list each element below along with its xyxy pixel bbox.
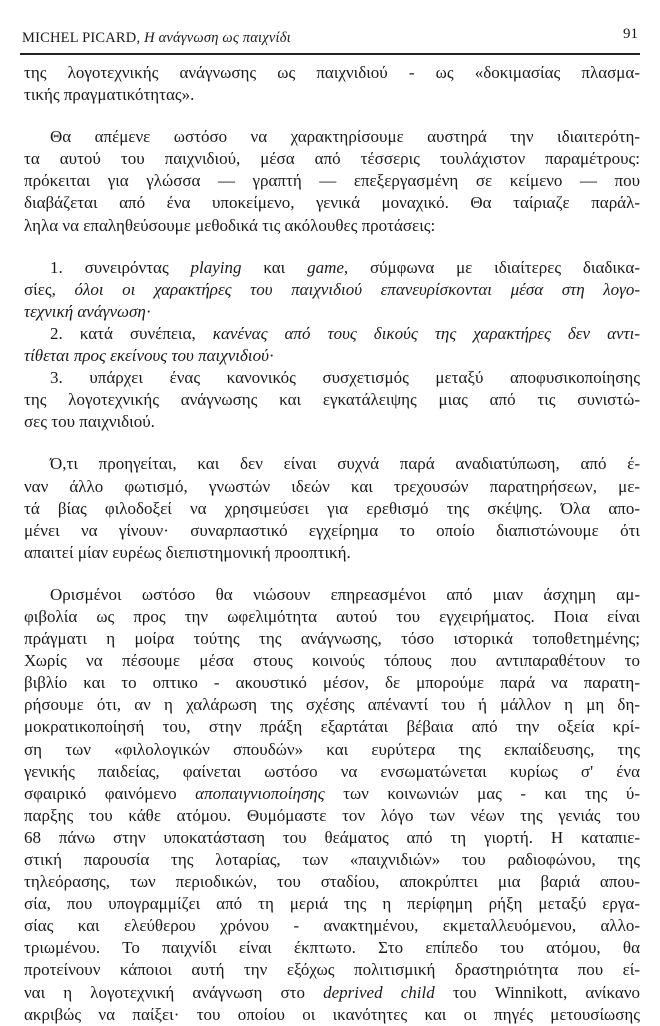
text-line: σες του παιχνιδιού. [24,412,155,432]
text-line: βιβλίο και το οπτικο - ακουστικό μέσον, δε μπορούμε παρά να παρατη- [24,673,640,693]
text-line: τηλεόρασης, των περιοδικών, του σταδίου, αποκρύπτει μια βαριά απου- [24,872,640,892]
text-line: Χωρίς να πέσουμε μέσα στους κοινούς τόπους που αντιπαραθέτουν το [24,651,640,671]
text-line: ακριβώς να παίξει· του οποίου οι ικανότητες και οι πηγές μετουσίωσης [24,1004,640,1024]
paragraph [24,126,640,236]
list-line-1 [24,257,640,279]
text-line: μοκρατικοποίησή του, στην πράξη εξαρτάται βέβαια από την οξεία κρί- [24,717,640,737]
text-line: στική παρουσία της λοταρίας, των «παιχνιδιών» του ραδιοφώνου, της [24,850,640,869]
paragraph [24,453,640,563]
list-line-4: 2. κατά συνέπεια, κανένας από τους δικούς της χαρακτήρες δεν αντι- [50,323,641,343]
text-line: τά βίας φιλοδοξεί να χρησιμεύσει για ερεθισμό της σκέψης. Όλα απο- [24,498,640,518]
paragraph [24,584,640,1026]
list-line-3: τεχνική ανάγνωση· [24,301,152,321]
text-line: σίας και ελεύθερου χρόνου - ανακτημένου, εκμεταλλευόμενου, αλλο- [24,916,640,936]
text-line: διαβάζεται από ένα υποκείμενο, γενικά μοναχικό. Θα ταίριαζε παράλ- [24,193,640,213]
running-header [22,22,638,52]
text-line: φιβολία ως προς την ωφελιμότητα αυτού του εγχειρήματος. Ποια είναι [24,606,640,626]
text-line: ναι η λογοτεχνική ανάγνωση στο deprived child του Winnikott, ανίκανο [24,982,641,1002]
text-line: προτείνουν κάποιοι αυτή την εξόχως πολιτισμική δραστηριότητα που εί- [24,960,640,980]
text-line: σία, που υπογραμμίζει από τη μεριά της η περίφημη ρήξη μεταξύ εργα- [24,894,640,914]
text-line: της λογοτεχνικής ανάγνωσης και εγκατάλειψης μιας από τις συνιστώ- [24,390,640,410]
text-line: ναν άλλο φωτισμό, γνωστών ιδεών και τρεχουσών παρατηρήσεων, με- [24,476,640,496]
text-line: γενικής παιδείας, φαίνεται ωστόσο να ενσωματώνεται κυρίως σ' ένα [24,761,640,781]
page-number: 91 [623,26,638,42]
text-line: παρξης του κάθε ατόμου. Θυμόμαστε τον λόγο των νέων της γενιάς του [24,805,640,825]
book-title: Η ανάγνωση ως παιχνίδι [144,30,291,46]
text-line: τικής πραγματικότητας». [24,85,195,105]
text-line: τριωμένου. Το παιχνίδι είναι έκπτωτο. Στο επίπεδο του ατόμου, θα [24,938,640,958]
paragraph [24,62,640,106]
header-rule [20,53,640,55]
text-line: ρήσουμε ότι, αν η χαλάρωση της σχέσης απέναντί του ή μάλλον η μη δη- [24,695,640,715]
text-line: Ορισμένοι ωστόσο θα νιώσουν επηρεασμένοι από μιαν άσχημη αμ- [50,584,640,604]
page-body [24,62,640,1026]
text-line: σφαιρικό φαινόμενο αποπαιγνιοποίησης των κοινωνιών μας - και της ύ- [24,783,640,803]
text-line: ληλα να επαληθεύσουμε μεθοδικά τις ακόλουθες προτάσεις: [24,215,436,235]
text-line: Θα απέμενε ωστόσο να χαρακτηρίσουμε αυστηρά την ιδιαιτερότη- [50,127,640,147]
text-line: πράγματι η μοίρα τούτης της ανάγνωσης, τόσο ιστορικά τοποθετημένης; [24,629,640,649]
text-line: απαιτεί μίαν ευρέως διεπιστημονική προοπτική. [24,542,351,562]
text-line: Ό,τι προηγείται, και δεν είναι συχνά παρά αναδιατύπωση, από έ- [50,454,640,474]
numbered-list [24,257,640,434]
running-header-text [22,30,291,47]
text-line: πρόκειται για γλώσσα — γραπτή — επεξεργασμένη σε κείμενο — που [24,171,640,191]
text-line: 68 πάνω στην υποκατάσταση του θεάματος από τη γιορτή. Η καταπιε- [24,827,640,847]
list-line-2: σίες, όλοι οι χαρακτήρες του παιχνιδιού επανευρίσκονται μέσα στη λογο- [24,279,640,299]
text-line: μένει να γίνουν· συναρπαστικό εγχείρημα το οποίο διαπιστώνουμε ότι [24,520,640,540]
segment: 1. συνειρόντας playing και game, σύμφωνα με ιδιαίτερες διαδικα- [50,257,640,277]
text-line: της λογοτεχνικής ανάγνωσης ως παιχνιδιού - ως «δοκιμασίας πλασμα- [24,63,640,82]
author-name: MICHEL PICARD, [22,30,141,46]
text-line: ση των «φιλολογικών σπουδών» και ευρύτερα της εκπαίδευσης, της [24,739,640,759]
text-line: 3. υπάρχει ένας κανονικός συσχετισμός μεταξύ αποφυσικοποίησης [50,368,640,388]
list-line-5: τίθεται προς εκείνους του παιχνιδιού· [24,346,275,366]
text-line: τα αυτού του παιχνιδιού, μέσα από τέσσερις τουλάχιστον παραμέτρους: [24,149,640,169]
